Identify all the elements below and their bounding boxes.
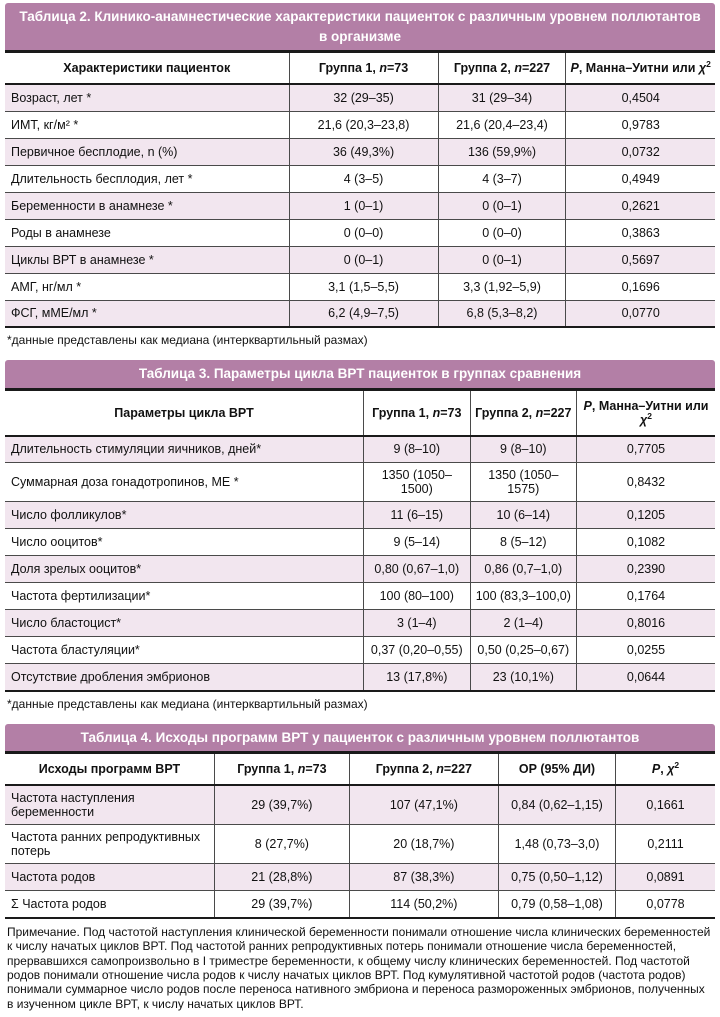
row-value: 0,5697 xyxy=(566,246,715,273)
column-header-group2 xyxy=(349,754,498,785)
table-row xyxy=(5,583,715,610)
column-header-label: ОР (95% ДИ) xyxy=(518,762,596,777)
column-header-label: =227 xyxy=(543,405,572,420)
header-row xyxy=(5,53,715,84)
row-value: 0 (0–1) xyxy=(438,192,566,219)
column-header-label: Группа 1, xyxy=(237,762,298,777)
column-header-label: n xyxy=(535,405,544,420)
table4-title: Таблица 4. Исходы программ ВРТ у пациенток с различным уровнем поллютантов xyxy=(5,724,715,755)
table-row xyxy=(5,864,715,891)
column-header-label: =73 xyxy=(386,61,409,76)
table3-title: Таблица 3. Параметры цикла ВРТ пациенток в группах сравнения xyxy=(5,360,715,391)
row-value: 0,2621 xyxy=(566,192,715,219)
row-label: Суммарная доза гонадотропинов, МЕ * xyxy=(5,463,364,502)
table4-header xyxy=(5,754,715,785)
row-value: 0,9783 xyxy=(566,111,715,138)
row-value: 20 (18,7%) xyxy=(349,825,498,864)
table-row xyxy=(5,84,715,111)
row-value: 0,3863 xyxy=(566,219,715,246)
row-value: 0,1696 xyxy=(566,273,715,300)
column-header-label: P xyxy=(583,398,592,413)
table-row xyxy=(5,825,715,864)
row-label: Возраст, лет * xyxy=(5,84,289,111)
table3-footnote: *данные представлены как медиана (интерквартильный размах) xyxy=(7,696,368,711)
row-value: 1350 (1050–1500) xyxy=(364,463,471,502)
column-header-superscript: 2 xyxy=(674,760,680,771)
table2-title: Таблица 2. Клинико-анамнестические характеристики пациенток с различным уровнем поллютантов в организме xyxy=(5,3,715,53)
column-header-label: =73 xyxy=(440,405,462,420)
column-header-label: =227 xyxy=(443,762,472,777)
column-header-superscript: 2 xyxy=(706,58,711,69)
table2-footnote: *данные представлены как медиана (интерквартильный размах) xyxy=(7,333,368,348)
column-header-label: , Манна–Уитни или xyxy=(591,398,709,413)
table-row xyxy=(5,273,715,300)
row-value: 100 (80–100) xyxy=(364,583,471,610)
column-header-parameters xyxy=(5,391,364,436)
table-row xyxy=(5,111,715,138)
row-value: 0,4504 xyxy=(566,84,715,111)
table-row xyxy=(5,300,715,327)
row-value: 1350 (1050–1575) xyxy=(470,463,577,502)
row-value: 31 (29–34) xyxy=(438,84,566,111)
row-value: 0 (0–1) xyxy=(289,246,438,273)
column-header-outcomes xyxy=(5,754,214,785)
row-value: 23 (10,1%) xyxy=(470,664,577,691)
row-label: ИМТ, кг/м² * xyxy=(5,111,289,138)
column-header-label: n xyxy=(297,762,306,777)
row-value: 0 (0–1) xyxy=(438,246,566,273)
row-value: 114 (50,2%) xyxy=(349,891,498,918)
table-row xyxy=(5,219,715,246)
column-header-label: Группа 2, xyxy=(375,762,437,777)
row-value: 11 (6–15) xyxy=(364,502,471,529)
table-row xyxy=(5,165,715,192)
row-value: 6,8 (5,3–8,2) xyxy=(438,300,566,327)
table2-header xyxy=(5,53,715,84)
column-header-group1 xyxy=(364,391,471,436)
row-value: 0 (0–0) xyxy=(289,219,438,246)
table2-body xyxy=(5,84,715,327)
row-label: ФСГ, мМЕ/мл * xyxy=(5,300,289,327)
table4 xyxy=(5,754,715,919)
table-row xyxy=(5,138,715,165)
column-header-label: χ xyxy=(667,762,675,777)
column-header-label: Группа 2, xyxy=(475,405,536,420)
row-value: 6,2 (4,9–7,5) xyxy=(289,300,438,327)
row-label: Частота фертилизации* xyxy=(5,583,364,610)
row-value: 29 (39,7%) xyxy=(214,891,349,918)
table-row xyxy=(5,785,715,825)
column-header-label: Группа 1, xyxy=(372,405,433,420)
table-row xyxy=(5,637,715,664)
column-header-label: n xyxy=(436,762,444,777)
header-row xyxy=(5,391,715,436)
table-row xyxy=(5,664,715,691)
row-value: 0,75 (0,50–1,12) xyxy=(498,864,615,891)
row-value: 13 (17,8%) xyxy=(364,664,471,691)
column-header-label: χ xyxy=(640,412,648,427)
row-label: Частота родов xyxy=(5,864,214,891)
row-value: 87 (38,3%) xyxy=(349,864,498,891)
row-value: 0,84 (0,62–1,15) xyxy=(498,785,615,825)
row-value: 0,79 (0,58–1,08) xyxy=(498,891,615,918)
table3-section xyxy=(5,360,715,711)
row-label: Число бластоцист* xyxy=(5,610,364,637)
row-value: 0,8432 xyxy=(577,463,715,502)
table-row xyxy=(5,436,715,463)
row-value: 21,6 (20,3–23,8) xyxy=(289,111,438,138)
column-header-characteristics xyxy=(5,53,289,84)
row-value: 0,0644 xyxy=(577,664,715,691)
column-header-label: =73 xyxy=(305,762,327,777)
row-value: 0,1205 xyxy=(577,502,715,529)
column-header-label: , xyxy=(660,762,668,777)
row-value: 0,0770 xyxy=(566,300,715,327)
row-label: Доля зрелых ооцитов* xyxy=(5,556,364,583)
row-value: 21,6 (20,4–23,4) xyxy=(438,111,566,138)
row-value: 4 (3–5) xyxy=(289,165,438,192)
row-value: 1,48 (0,73–3,0) xyxy=(498,825,615,864)
row-value: 21 (28,8%) xyxy=(214,864,349,891)
row-value: 9 (5–14) xyxy=(364,529,471,556)
row-label: Длительность бесплодия, лет * xyxy=(5,165,289,192)
column-header-label: , Манна–Уитни или xyxy=(578,61,699,76)
row-value: 0,0778 xyxy=(616,891,715,918)
row-value: 32 (29–35) xyxy=(289,84,438,111)
column-header-label: n xyxy=(379,61,387,76)
column-header-label: n xyxy=(432,405,441,420)
row-label: Беременности в анамнезе * xyxy=(5,192,289,219)
row-label: Роды в анамнезе xyxy=(5,219,289,246)
column-header-pvalue xyxy=(566,53,715,84)
row-value: 0,0891 xyxy=(616,864,715,891)
row-value: 1 (0–1) xyxy=(289,192,438,219)
row-label: АМГ, нг/мл * xyxy=(5,273,289,300)
row-value: 3 (1–4) xyxy=(364,610,471,637)
row-value: 0,1661 xyxy=(616,785,715,825)
row-value: 0,0255 xyxy=(577,637,715,664)
row-value: 0,7705 xyxy=(577,436,715,463)
row-value: 0,2111 xyxy=(616,825,715,864)
table4-body xyxy=(5,785,715,918)
column-header-label: Группа 2, xyxy=(453,61,515,76)
row-label: Частота бластуляции* xyxy=(5,637,364,664)
row-label: Отсутствие дробления эмбрионов xyxy=(5,664,364,691)
column-header-label: Исходы программ ВРТ xyxy=(38,762,181,777)
table2-section xyxy=(5,3,715,347)
row-value: 0,1082 xyxy=(577,529,715,556)
row-value: 8 (27,7%) xyxy=(214,825,349,864)
column-header-label: P xyxy=(570,61,579,76)
column-header-pvalue xyxy=(616,754,715,785)
column-header-superscript: 2 xyxy=(647,410,652,421)
column-header-group2 xyxy=(470,391,577,436)
table3-body xyxy=(5,436,715,691)
column-header-group2 xyxy=(438,53,566,84)
row-label: Частота наступления беременности xyxy=(5,785,214,825)
row-value: 0,50 (0,25–0,67) xyxy=(470,637,577,664)
column-header-odds-ratio xyxy=(498,754,615,785)
table3 xyxy=(5,391,715,692)
table-row xyxy=(5,610,715,637)
row-value: 100 (83,3–100,0) xyxy=(470,583,577,610)
table-row xyxy=(5,529,715,556)
row-value: 0,2390 xyxy=(577,556,715,583)
row-label: Циклы ВРТ в анамнезе * xyxy=(5,246,289,273)
row-value: 10 (6–14) xyxy=(470,502,577,529)
column-header-group1 xyxy=(214,754,349,785)
row-value: 0,37 (0,20–0,55) xyxy=(364,637,471,664)
row-value: 0,8016 xyxy=(577,610,715,637)
column-header-label: χ xyxy=(698,61,707,76)
column-header-label: Группа 1, xyxy=(318,61,380,76)
row-value: 3,1 (1,5–5,5) xyxy=(289,273,438,300)
row-value: 0,86 (0,7–1,0) xyxy=(470,556,577,583)
row-label: Первичное бесплодие, n (%) xyxy=(5,138,289,165)
row-value: 0,0732 xyxy=(566,138,715,165)
row-value: 36 (49,3%) xyxy=(289,138,438,165)
table4-section xyxy=(5,724,715,919)
row-value: 8 (5–12) xyxy=(470,529,577,556)
column-header-pvalue xyxy=(577,391,715,436)
row-value: 9 (8–10) xyxy=(364,436,471,463)
row-value: 0,4949 xyxy=(566,165,715,192)
row-value: 2 (1–4) xyxy=(470,610,577,637)
row-value: 0,1764 xyxy=(577,583,715,610)
row-value: 0 (0–0) xyxy=(438,219,566,246)
row-value: 0,80 (0,67–1,0) xyxy=(364,556,471,583)
table-row xyxy=(5,556,715,583)
row-label: Число ооцитов* xyxy=(5,529,364,556)
table-row xyxy=(5,891,715,918)
row-value: 4 (3–7) xyxy=(438,165,566,192)
header-row xyxy=(5,754,715,785)
table3-header xyxy=(5,391,715,436)
row-label: Длительность стимуляции яичников, дней* xyxy=(5,436,364,463)
table-row xyxy=(5,463,715,502)
row-value: 9 (8–10) xyxy=(470,436,577,463)
row-label: Частота ранних репродуктивных потерь xyxy=(5,825,214,864)
table-row xyxy=(5,502,715,529)
row-label: Число фолликулов* xyxy=(5,502,364,529)
column-header-label: Параметры цикла ВРТ xyxy=(114,405,254,420)
table-row xyxy=(5,192,715,219)
note-paragraph: Примечание. Под частотой наступления клинической беременности понимали отношение числа клинических беременностей к числу начатых циклов ВРТ. Под частотой ранних репродуктивных потерь понимали отношение числа беременностей, прервавшихся самопроизвольно в I триместре беременности, к общему числу клинических беременностей. Под частотой родов понимали отношение числа родов к числу начатых циклов ВРТ. Под кумулятивной частотой родов (частота родов) понимали суммарное число родов после переноса нативного эмбриона и переноса размороженных эмбрионов, полученных в изученном цикле ВРТ, к числу начатых циклов ВРТ. xyxy=(7,924,711,1011)
table2 xyxy=(5,53,715,328)
column-header-label: Характеристики пациенток xyxy=(63,61,231,76)
column-header-group1 xyxy=(289,53,438,84)
column-header-label: P xyxy=(651,762,661,777)
table-row xyxy=(5,246,715,273)
row-label: Σ Частота родов xyxy=(5,891,214,918)
row-value: 136 (59,9%) xyxy=(438,138,566,165)
row-value: 29 (39,7%) xyxy=(214,785,349,825)
column-header-label: n xyxy=(514,61,522,76)
row-value: 107 (47,1%) xyxy=(349,785,498,825)
column-header-label: =227 xyxy=(521,61,551,76)
row-value: 3,3 (1,92–5,9) xyxy=(438,273,566,300)
